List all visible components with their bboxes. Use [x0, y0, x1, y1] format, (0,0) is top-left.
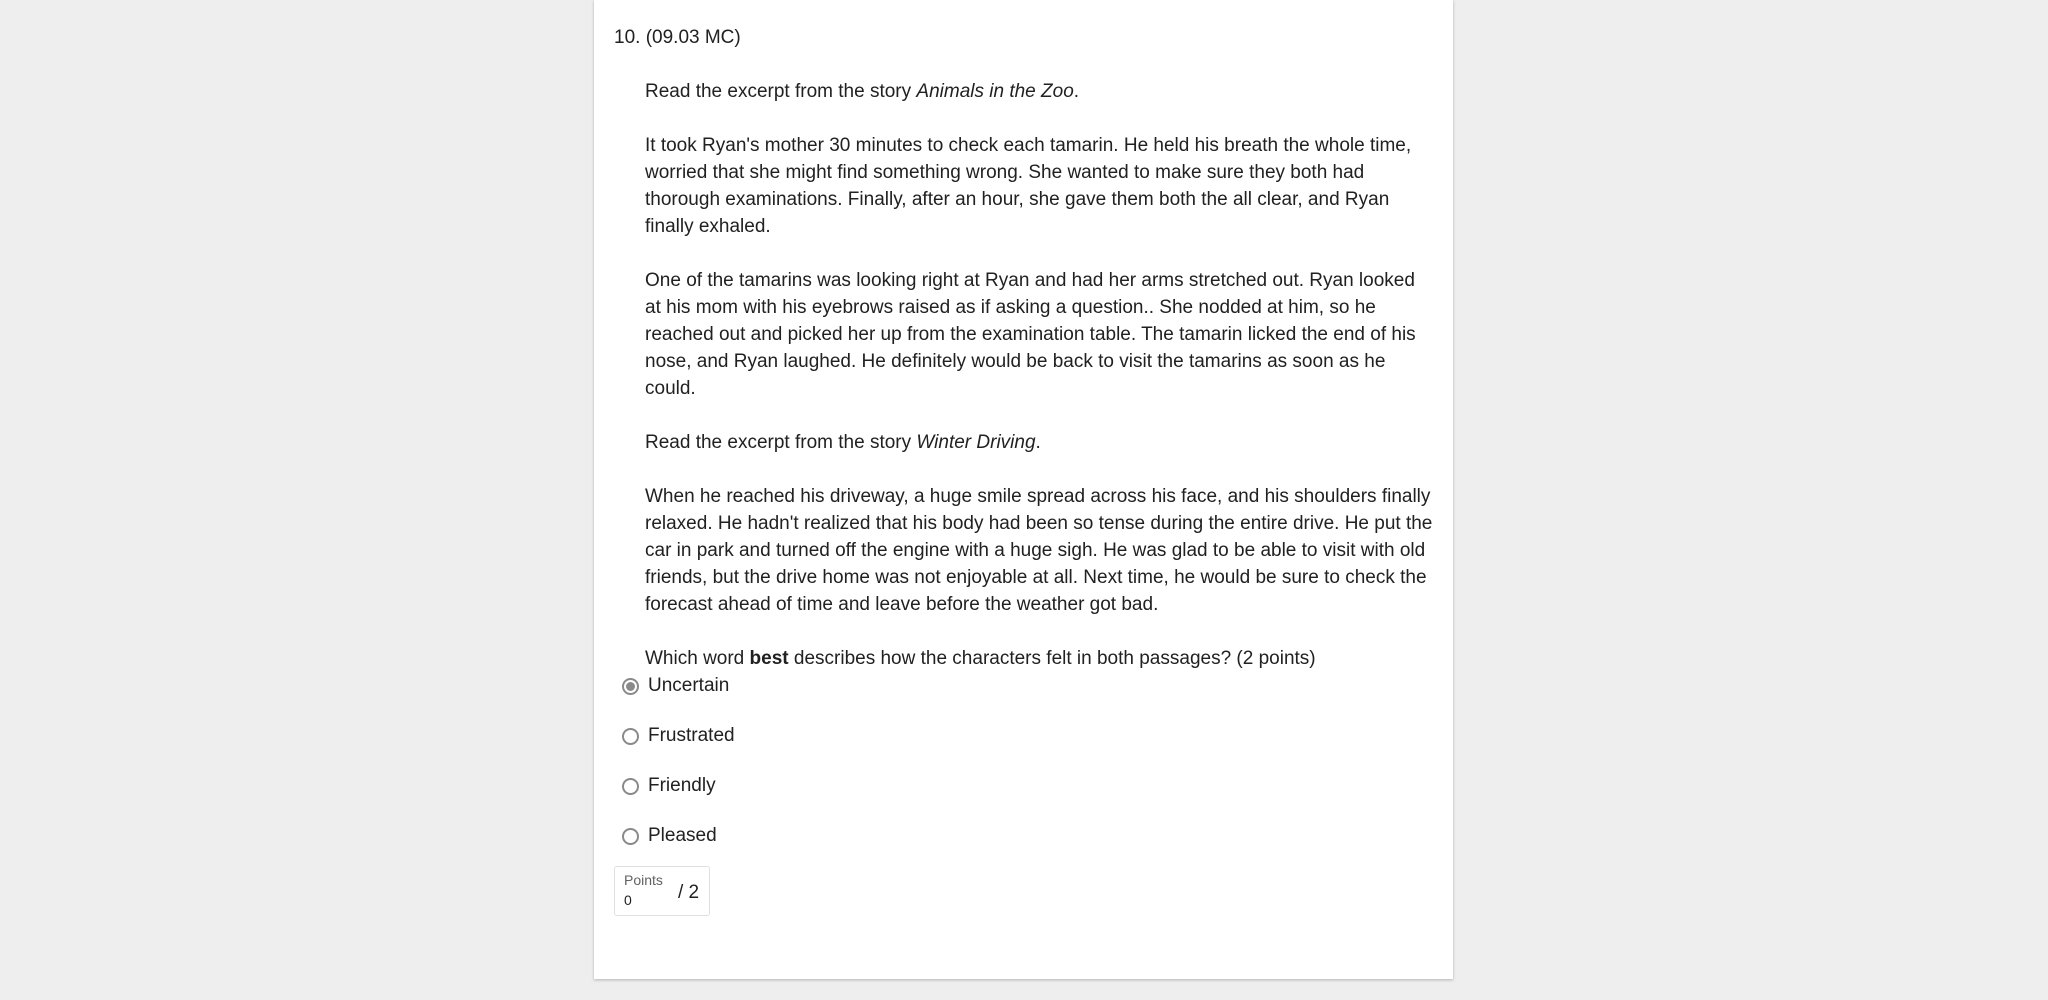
story-title-2: Winter Driving [916, 432, 1036, 453]
points-max: / 2 [678, 882, 700, 903]
question-card [594, 0, 1453, 979]
option-pleased[interactable] [622, 811, 735, 861]
radio-button[interactable] [622, 778, 639, 795]
prompt-text: describes how the characters felt in both passages? (2 points) [788, 648, 1316, 669]
prompt-text: Which word [645, 648, 750, 669]
option-friendly[interactable] [622, 761, 735, 811]
question-prompt [645, 645, 1435, 672]
option-uncertain[interactable] [622, 661, 735, 711]
radio-button-selected[interactable] [622, 678, 639, 695]
points-input[interactable] [619, 888, 672, 912]
option-label: Pleased [648, 825, 717, 846]
story-title-1: Animals in the Zoo [916, 81, 1074, 102]
option-label: Uncertain [648, 675, 730, 696]
question-body [645, 78, 1435, 699]
prompt-emphasis: best [749, 648, 789, 669]
option-frustrated[interactable] [622, 711, 735, 761]
passage-1-paragraph-2: One of the tamarins was looking right at Ryan and had her arms stretched out. Ryan looked at his mom with his eyebrows raised as if asking a question.. She nodded at him, so he reached out and picked her up from the examination table. The tamarin licked the end of his nose, and Ryan laughed. He definitely would be back to visit the tamarins as soon as he could. [645, 270, 1416, 399]
question-number: 10. [614, 27, 641, 48]
radio-button[interactable] [622, 728, 639, 745]
radio-button[interactable] [622, 828, 639, 845]
intro-punct: . [1035, 432, 1041, 453]
intro-text: Read the excerpt from the story [645, 81, 917, 102]
answer-options [622, 661, 735, 861]
intro-punct: . [1073, 81, 1080, 102]
excerpt-intro-1 [645, 78, 1435, 105]
passage-1-paragraph-1: It took Ryan's mother 30 minutes to check each tamarin. He held his breath the whole time, worried that she might find something wrong. She wanted to make sure they both had thorough examinations. Finally, after an hour, she gave them both the all clear, and Ryan finally exhaled. [645, 135, 1412, 237]
question-header [614, 24, 741, 51]
passage-2-paragraph: When he reached his driveway, a huge smile spread across his face, and his shoulders finally relaxed. He hadn't realized that his body had been so tense during the entire drive. He put the car in park and turned off the engine with a huge sigh. He was glad to be able to visit with old friends, but the drive home was not enjoyable at all. Next time, he would be sure to check the forecast ahead of time and leave before the weather got bad. [645, 486, 1433, 615]
question-code: (09.03 MC) [645, 27, 741, 48]
excerpt-intro-2 [645, 429, 1435, 456]
option-label: Friendly [648, 775, 716, 796]
option-label: Frustrated [648, 725, 735, 746]
points-label: Points [624, 872, 663, 888]
points-field [614, 866, 710, 916]
intro-text: Read the excerpt from the story [645, 432, 917, 453]
